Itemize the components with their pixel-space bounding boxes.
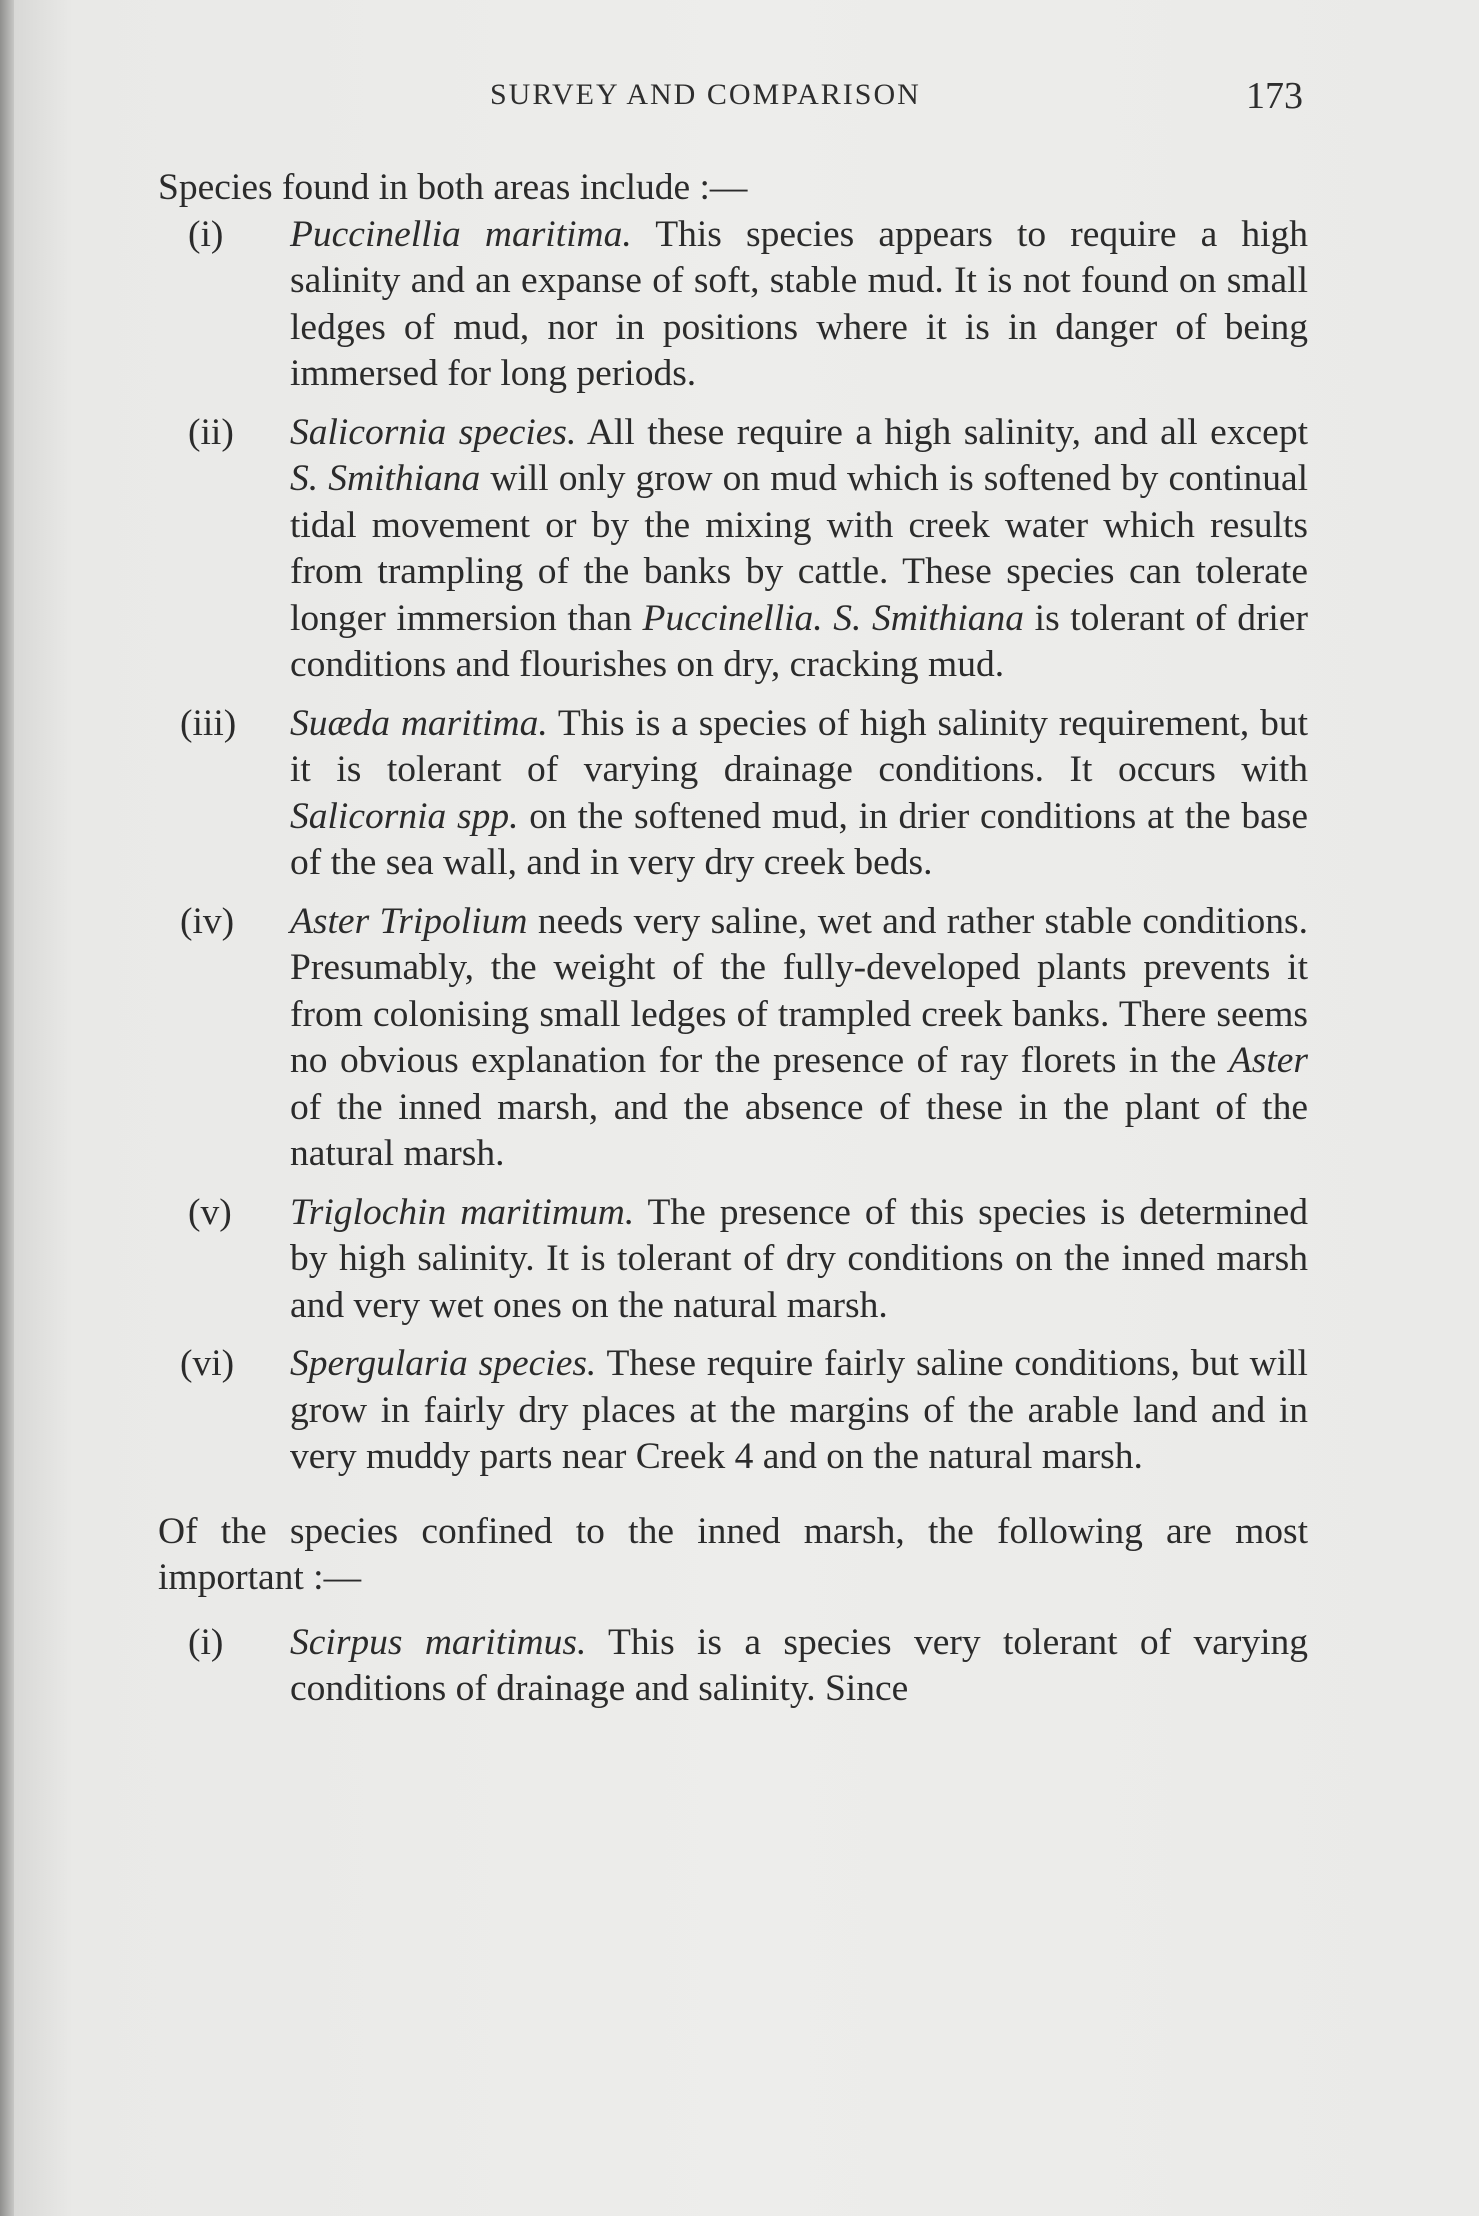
species-description: needs very saline, wet and rather stable conditions. Presumably, the weight of the fully-developed plants prevents it from colonising small ledges of trampled creek banks. There seems no obvious explanation for the presence of ray florets in the	[290, 900, 1309, 1081]
species-name-inline: Aster	[1228, 1040, 1308, 1081]
species-name: Triglochin maritimum.	[290, 1191, 635, 1233]
species-name-inline: Puccinellia. S. Smithiana	[642, 597, 1025, 639]
item-number: (v)	[188, 1191, 232, 1233]
species-name: Spergularia species.	[290, 1343, 597, 1384]
body-text	[158, 165, 1308, 1713]
item-number: (iii)	[180, 702, 237, 744]
species-description: of the inned marsh, and the absence of these in the plant of the natural marsh.	[290, 1086, 1308, 1174]
species-description: will only grow on mud which is softened by continual tidal movement or by the mixing with creek water which results from trampling of the banks by cattle. These species can tolerate longer immersion than	[290, 458, 1309, 639]
intro-paragraph: Species found in both areas include :—	[158, 167, 748, 208]
species-name: Suæda maritima.	[290, 702, 548, 744]
species-name: Aster Tripolium	[290, 900, 528, 942]
species-name: Scirpus maritimus.	[290, 1621, 587, 1663]
page-number: 173	[1246, 75, 1303, 117]
species-item-sueda	[158, 701, 1308, 887]
species-description: This is a species very tolerant of varying conditions of drainage and salinity. Since	[290, 1621, 1308, 1709]
running-head: SURVEY AND COMPARISON	[490, 78, 921, 111]
species-item-aster	[158, 899, 1308, 1178]
species-name-inline: Salicornia spp.	[290, 795, 519, 837]
species-item-salicornia	[158, 410, 1308, 689]
item-number: (i)	[188, 213, 224, 255]
species-description: on the softened mud, in drier conditions at the base of the sea wall, and in very dry creek beds.	[290, 795, 1309, 883]
species-item-triglochin	[158, 1190, 1308, 1330]
species-description: This is a species of high salinity requirement, but it is tolerant of varying drainage conditions. It occurs with	[290, 702, 1309, 790]
species-name: Puccinellia maritima.	[290, 213, 632, 255]
species-description: All these require a high salinity, and all except	[576, 411, 1308, 453]
species-description: The presence of this species is determined by high salinity. It is tolerant of dry conditions on the inned marsh and very wet ones on the natural marsh.	[290, 1191, 1308, 1326]
book-page	[14, 0, 1479, 2216]
species-description: is tolerant of drier conditions and flourishes on dry, cracking mud.	[290, 597, 1308, 685]
item-number: (ii)	[188, 411, 234, 453]
species-name-inline: S. Smithiana	[290, 458, 481, 499]
book-spine-shadow	[0, 0, 14, 2216]
second-intro-paragraph: Of the species confined to the inned marsh, the following are most important :—	[158, 1510, 1308, 1598]
species-item-scirpus	[158, 1620, 1308, 1713]
species-name: Salicornia species.	[290, 411, 577, 453]
item-number: (iv)	[180, 900, 235, 942]
species-description: This species appears to require a high salinity and an expanse of soft, stable mud. It is not found on small ledges of mud, nor in positions where it is in danger of being immersed for long periods.	[290, 213, 1308, 394]
item-number: (i)	[188, 1621, 224, 1663]
species-item-puccinellia	[158, 212, 1308, 398]
item-number: (vi)	[180, 1343, 235, 1384]
species-description: These require fairly saline conditions, but will grow in fairly dry places at the margins of the arable land and in very muddy parts near Creek 4 and on the natural marsh.	[290, 1343, 1308, 1477]
species-item-spergularia	[158, 1341, 1308, 1481]
